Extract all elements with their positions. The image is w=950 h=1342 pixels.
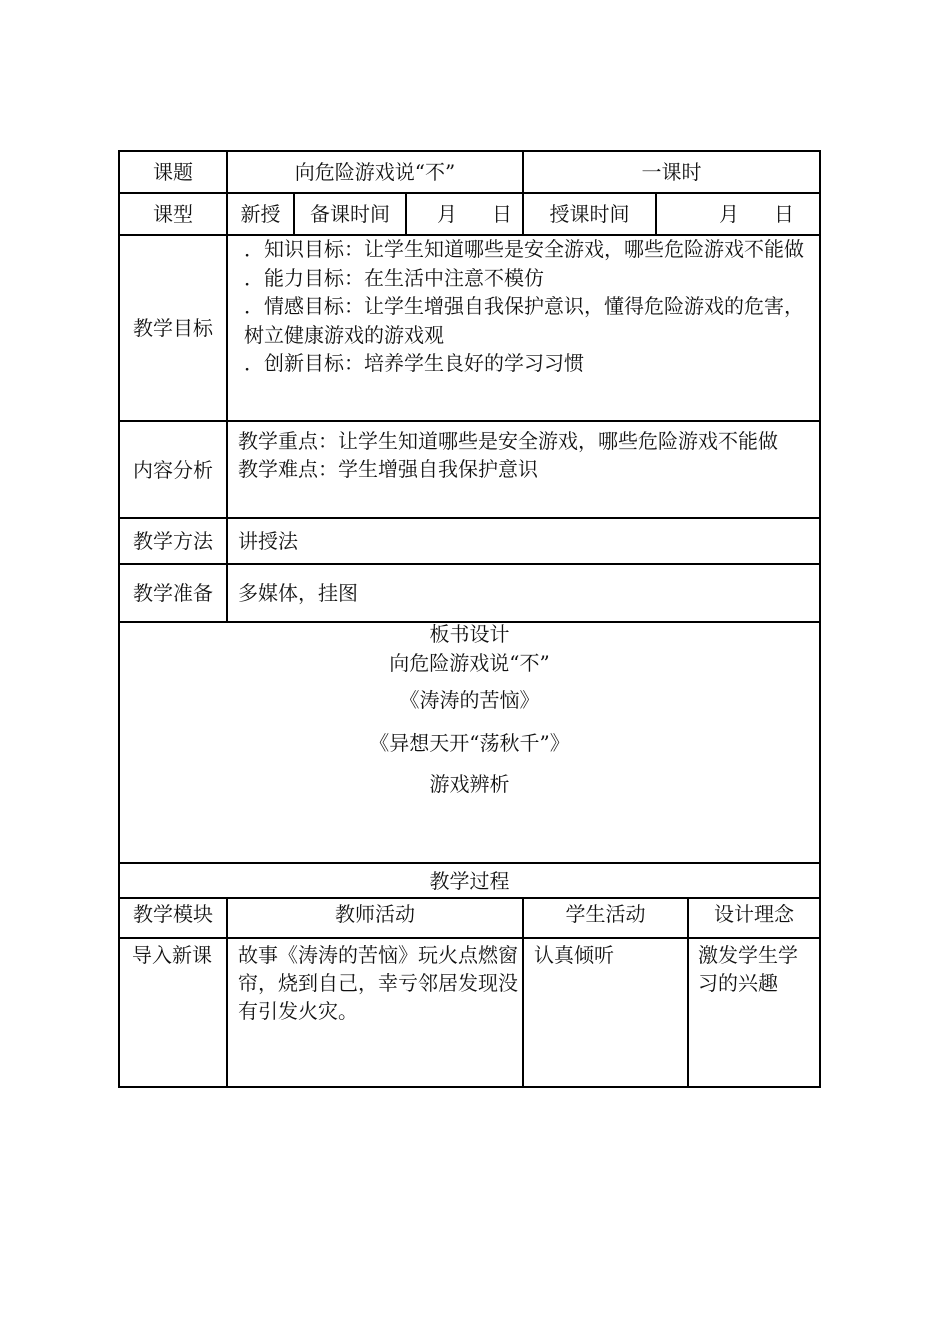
preparation-label: 教学准备	[133, 581, 213, 605]
method-value: 讲授法	[238, 529, 298, 553]
student-activity-cell: 认真倾听	[534, 943, 614, 967]
table-row	[120, 939, 819, 1086]
method-label: 教学方法	[133, 529, 213, 553]
column-header: 教学模块	[133, 902, 213, 926]
table-border	[819, 150, 821, 1088]
topic-value: 向危险游戏说“不”	[294, 160, 456, 184]
topic-label: 课题	[153, 160, 193, 184]
module-cell: 导入新课	[132, 943, 212, 967]
objective-item: ．能力目标：在生活中注意不模仿	[244, 265, 544, 290]
prep-day: 日	[492, 202, 512, 226]
objective-item: ．知识目标：让学生知道哪些是安全游戏，哪些危险游戏不能做	[244, 237, 804, 261]
objective-item: ．创新目标：培养学生良好的学习习惯	[244, 351, 584, 375]
board-line: 向危险游戏说“不”	[389, 651, 550, 675]
type-label: 课型	[153, 202, 193, 226]
objective-item: ．情感目标：让学生增强自我保护意识，懂得危险游戏的危害，树立健康游戏的游戏观	[244, 294, 804, 347]
column-header: 学生活动	[565, 902, 646, 926]
type-value: 新授	[240, 202, 281, 226]
difficulty: 教学难点：学生增强自我保护意识	[238, 457, 538, 481]
objectives-label: 教学目标	[133, 316, 213, 340]
key-point: 教学重点：让学生知道哪些是安全游戏，哪些危险游戏不能做	[238, 429, 778, 453]
prep-date	[407, 194, 522, 234]
column-header: 教师活动	[335, 902, 415, 926]
table-border	[118, 1086, 821, 1088]
board-line: 《涛涛的苦恼》	[399, 688, 540, 712]
design-idea-cell: 激发学生学习的兴趣	[698, 943, 798, 995]
teach-time-label: 授课时间	[549, 202, 630, 226]
prep-month: 月	[437, 202, 457, 226]
board-line: 《异想天开“荡秋千”》	[369, 731, 570, 755]
teacher-activity-cell: 故事《涛涛的苦恼》玩火点燃窗帘，烧到自己，幸亏邻居发现没有引发火灾。	[238, 943, 518, 1023]
content-analysis-label: 内容分析	[133, 457, 213, 482]
teach-month: 月	[719, 202, 739, 226]
column-header: 设计理念	[714, 902, 794, 926]
objectives-list	[236, 235, 814, 378]
content-analysis-body	[238, 427, 812, 483]
teach-day: 日	[774, 202, 794, 226]
board-line: 游戏辨析	[429, 772, 510, 796]
preparation-value: 多媒体，挂图	[238, 581, 358, 605]
process-heading: 教学过程	[429, 868, 510, 893]
teach-date	[657, 194, 819, 234]
board-heading: 板书设计	[429, 622, 510, 646]
prep-time-label: 备课时间	[310, 202, 390, 226]
period-value: 一课时	[641, 160, 702, 184]
